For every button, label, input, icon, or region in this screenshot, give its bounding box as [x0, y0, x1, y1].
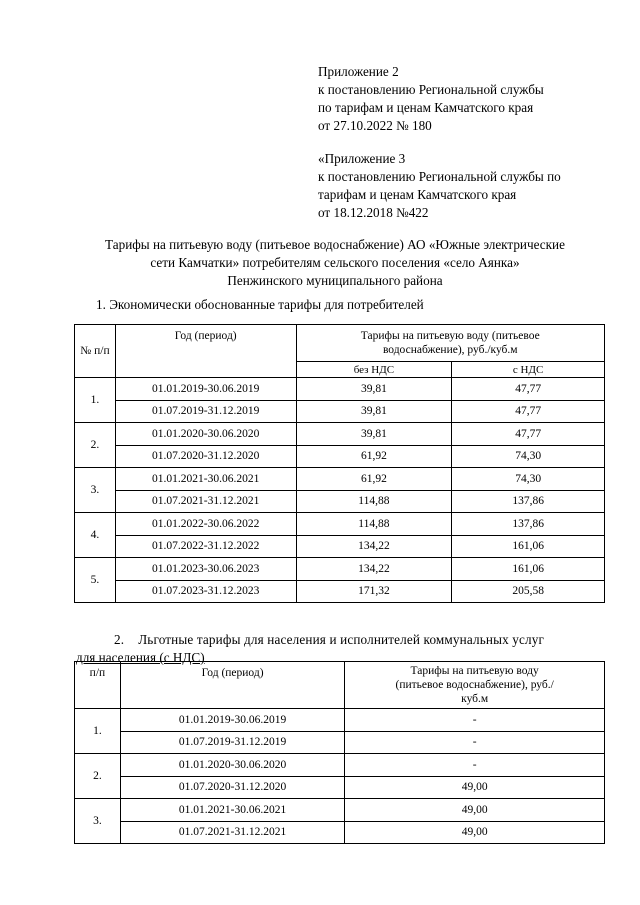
period-cell: 01.07.2019-31.12.2019 — [120, 731, 344, 754]
period-cell: 01.07.2020-31.12.2020 — [120, 776, 344, 799]
table-row — [75, 490, 605, 513]
section-2-number: 2. — [114, 632, 125, 647]
period-cell: 01.07.2019-31.12.2019 — [115, 400, 296, 423]
table-row — [75, 821, 605, 844]
tariff-no-vat-cell: 61,92 — [296, 468, 452, 491]
tariff-cell: - — [345, 709, 605, 732]
appendix-3-line: к постановлению Региональной службы по — [318, 169, 561, 184]
period-cell: 01.01.2020-30.06.2020 — [120, 754, 344, 777]
section-2-heading-line1: Льготные тарифы для населения и исполнителей коммунальных услуг — [138, 632, 545, 647]
tariff-vat-cell: 74,30 — [452, 445, 605, 468]
tariff-vat-cell: 47,77 — [452, 400, 605, 423]
tariff-vat-cell: 137,86 — [452, 490, 605, 513]
tariff-vat-cell: 47,77 — [452, 378, 605, 401]
row-number: 5. — [75, 558, 116, 603]
column-header-period: Год (период) — [115, 325, 296, 378]
table-row — [75, 378, 605, 401]
tariff-no-vat-cell: 39,81 — [296, 423, 452, 446]
row-number: 4. — [75, 513, 116, 558]
tariff-no-vat-cell: 39,81 — [296, 378, 452, 401]
tariff-no-vat-cell: 39,81 — [296, 400, 452, 423]
tariff-vat-cell: 161,06 — [452, 558, 605, 581]
appendix-2-line: по тарифам и ценам Камчатского края — [318, 100, 534, 115]
period-cell: 01.07.2021-31.12.2021 — [120, 821, 344, 844]
appendix-2-line: от 27.10.2022 № 180 — [318, 118, 432, 133]
title-line: Пенжинского муниципального района — [227, 273, 443, 288]
table-row — [75, 776, 605, 799]
tariff-cell: 49,00 — [345, 821, 605, 844]
tariff-no-vat-cell: 61,92 — [296, 445, 452, 468]
column-header-number: п/п — [75, 662, 121, 709]
period-cell: 01.07.2022-31.12.2022 — [115, 535, 296, 558]
row-number: 2. — [75, 754, 121, 799]
document-title — [70, 236, 600, 290]
period-cell: 01.07.2020-31.12.2020 — [115, 445, 296, 468]
section-2-heading-line2: для населения (с НДС) — [76, 650, 205, 665]
tariff-vat-cell: 161,06 — [452, 535, 605, 558]
column-header-tariff: Тарифы на питьевую воду (питьевое водоснабжение), руб./куб.м — [296, 325, 604, 362]
tariff-cell: 49,00 — [345, 799, 605, 822]
tariff-cell: - — [345, 731, 605, 754]
period-cell: 01.07.2023-31.12.2023 — [115, 580, 296, 603]
table-row — [75, 445, 605, 468]
period-cell: 01.07.2021-31.12.2021 — [115, 490, 296, 513]
row-number: 2. — [75, 423, 116, 468]
appendix-3-line: тарифам и ценам Камчатского края — [318, 187, 517, 202]
table-row — [75, 580, 605, 603]
row-number: 1. — [75, 378, 116, 423]
appendix-2-header — [318, 63, 544, 135]
preferential-tariffs-table — [74, 661, 605, 844]
table-row — [75, 799, 605, 822]
column-header-no-vat: без НДС — [296, 362, 452, 378]
tariff-no-vat-cell: 134,22 — [296, 535, 452, 558]
appendix-2-line: Приложение 2 — [318, 64, 399, 79]
period-cell: 01.01.2022-30.06.2022 — [115, 513, 296, 536]
period-cell: 01.01.2021-30.06.2021 — [115, 468, 296, 491]
tariff-cell: 49,00 — [345, 776, 605, 799]
table-row — [75, 731, 605, 754]
column-header-number: № п/п — [75, 325, 116, 378]
tariff-no-vat-cell: 134,22 — [296, 558, 452, 581]
table-row — [75, 468, 605, 491]
column-header-tariff: Тарифы на питьевую воду (питьевое водоснабжение), руб./куб.м — [345, 662, 605, 709]
table-row — [75, 709, 605, 732]
tariff-no-vat-cell: 114,88 — [296, 513, 452, 536]
row-number: 1. — [75, 709, 121, 754]
section-1-heading: 1. Экономически обоснованные тарифы для потребителей — [96, 297, 424, 312]
table-row — [75, 400, 605, 423]
period-cell: 01.01.2019-30.06.2019 — [120, 709, 344, 732]
period-cell: 01.01.2023-30.06.2023 — [115, 558, 296, 581]
title-line: Тарифы на питьевую воду (питьевое водоснабжение) АО «Южные электрические — [105, 237, 565, 252]
period-cell: 01.01.2019-30.06.2019 — [115, 378, 296, 401]
column-header-vat: с НДС — [452, 362, 605, 378]
column-header-period: Год (период) — [120, 662, 344, 709]
row-number: 3. — [75, 468, 116, 513]
title-line: сети Камчатки» потребителям сельского поселения «село Аянка» — [150, 255, 520, 270]
economic-tariffs-table — [74, 324, 605, 603]
tariff-vat-cell: 205,58 — [452, 580, 605, 603]
tariff-vat-cell: 137,86 — [452, 513, 605, 536]
table-row — [75, 535, 605, 558]
table-row — [75, 754, 605, 777]
appendix-2-line: к постановлению Региональной службы — [318, 82, 544, 97]
period-cell: 01.01.2021-30.06.2021 — [120, 799, 344, 822]
appendix-3-header — [318, 150, 561, 222]
row-number: 3. — [75, 799, 121, 844]
table-row — [75, 558, 605, 581]
appendix-3-line: от 18.12.2018 №422 — [318, 205, 429, 220]
tariff-vat-cell: 47,77 — [452, 423, 605, 446]
table-row — [75, 513, 605, 536]
tariff-cell: - — [345, 754, 605, 777]
tariff-no-vat-cell: 114,88 — [296, 490, 452, 513]
tariff-vat-cell: 74,30 — [452, 468, 605, 491]
appendix-3-line: «Приложение 3 — [318, 151, 406, 166]
period-cell: 01.01.2020-30.06.2020 — [115, 423, 296, 446]
tariff-no-vat-cell: 171,32 — [296, 580, 452, 603]
table-row — [75, 423, 605, 446]
